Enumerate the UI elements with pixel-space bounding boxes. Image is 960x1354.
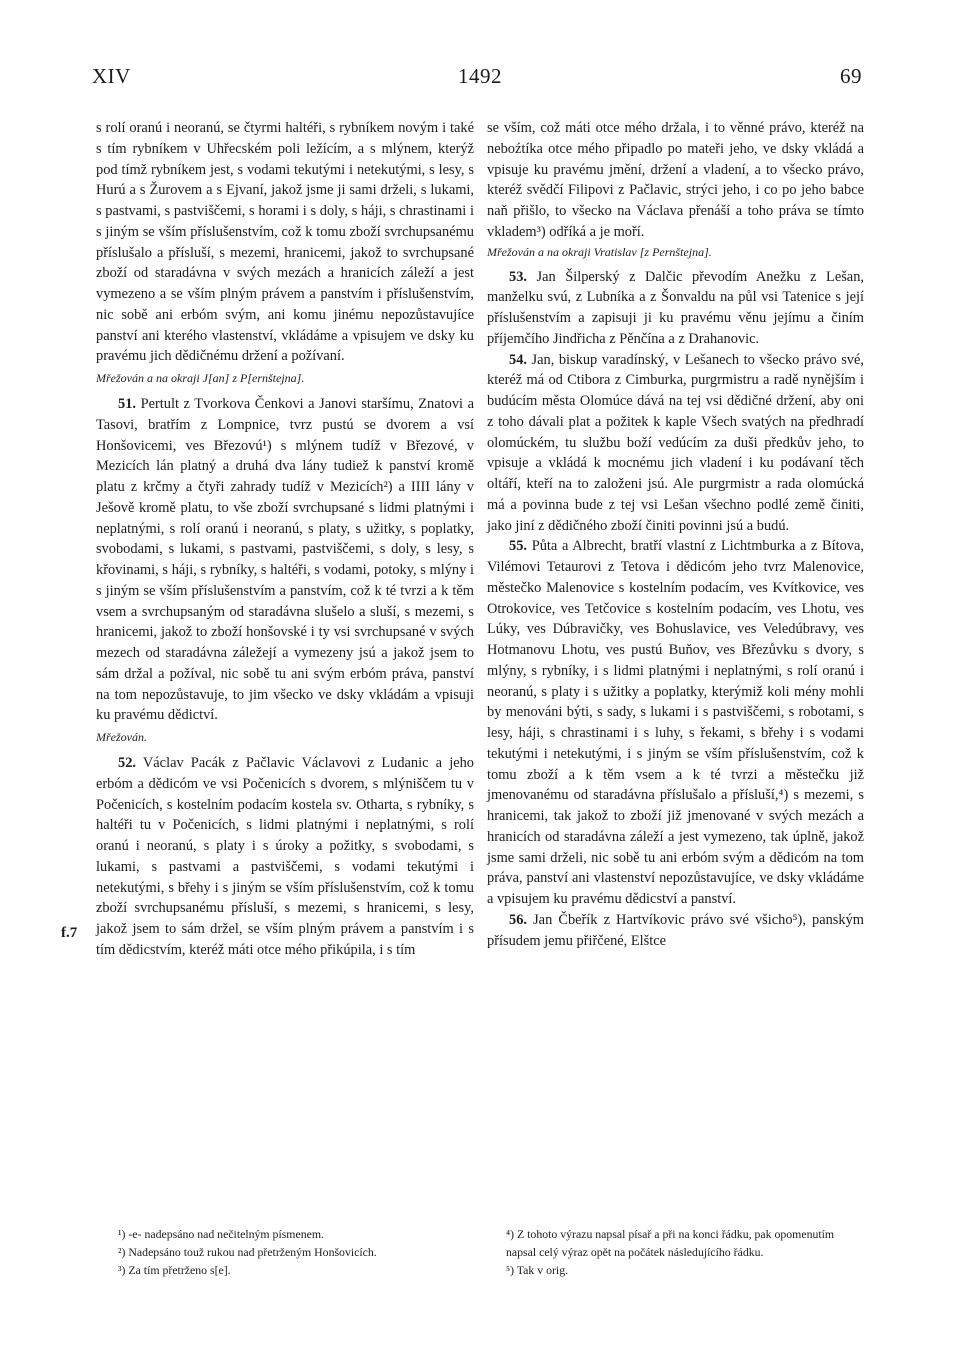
entry-54: [487, 350, 864, 537]
page-number: 69: [840, 64, 862, 88]
entry-54-text: Jan, biskup varadínský, v Lešanech to všecko právo své, kteréž má od Ctibora z Cimburka, purgrmistru a radě nynějším i budúcím města Olomúce dává na tej vsi dědičné držení, aby oni z toho dávali plat a požitek k kaple Všech svatých na předhradí olomúckém, tu službu boží vedúcím za duši předkův jeho, to vpisuje a vkládá k mocnému jich vladení i ku podávaní těch oltáří, kteří na to založeni jsú. Ale purgrmistr a rada olomúcká má a povinna bude z tej vsi Lešan všechno podlé země činiti, jako jiní z dědičného zboží činiti povinni jsú a budú.: [487, 351, 864, 534]
entry-number-53: 53.: [509, 268, 527, 285]
entry-number-56: 56.: [509, 911, 527, 928]
paragraph-50-continuation: s rolí oranú i neoranú, se čtyrmi haltéři, s rybníkem novým i také s tím rybníkem v Uhřecském poli ležícím, a s mlýnem, kterýž pod tímž rybníkem jest, s vodami tekutými i netekutými, s lesy, s Hurú a s Žurovem a s Ejvaní, jakož jsme ji sami drželi, s lukami, s pastvami, s pastviščemi, s horami i s doly, s háji, s chrastinami i s jiným se vším příslušenstvím, což k tomu zboží svrchupsanému příslušalo a přísluší, s mezemi, hranicemi, jakož to svrchupsané zboží od staradávna v svých mezách a hranicích záleží a jest vymezeno a se vším plným právem a panstvím i příslušenstvím, nic sobě ani erbóm svým, ani komu jinému nepozůstavujíce panství ani kterého vlastenství, vkládáme a vpisujem ve dsky ku pravému jich dědičnému držení a požívaní.: [96, 120, 474, 365]
note-mrezovan-52: Mřežován a na okraji Vratislav [z Pernštejna].: [487, 244, 712, 259]
footnote-1: ¹) -e- nadepsáno nad nečitelným písmenem.: [118, 1227, 324, 1241]
footnotes-right: [506, 1225, 866, 1279]
entry-51: [96, 394, 474, 726]
footnote-2: ²) Nadepsáno touž rukou nad přetrženým Honšovicích.: [118, 1245, 377, 1259]
entry-number-51: 51.: [118, 396, 136, 412]
footnote-5: ⁵) Tak v orig.: [506, 1263, 569, 1277]
entry-51-text: Pertult z Tvorkova Čenkovi a Janovi staršímu, Znatovi a Tasovi, bratřím z Lompnice, tvrz pustú se dvorem a vsí Honšovicemi, ves Březovú¹) s mlýnem tudíž v Březové, v Mezicích lán platný a druhá dva lány tudiež k panství kromě platu z krčmy a čtyři zahrady tudíž v Mezicích²) a IIII lány v Ješově kromě platu, to vše zboží svrchupsané s lidmi platnými i neplatnými, s rolí oranú i neoranú, s platy, s užitky, s poplatky, svobodami, s lukami, s pastvami, pastviščemi, s doly, s lesy, s křovinami, s háji, s rybníky, s haltéři, s vodami, potoky, s mlýny i s jiným se vším příslušenstvím a panstvím, což k té tvrzi a k těm vsem a svrchupsaným od staradávna slušelo a sluší, s mezemi, s hranicemi, jakož to zboží honšovské i ty vsi svrchupsané v svých mezech od staradávna záležejí a vymezeny jsú a jakož jsem to sám držal a požíval, nic sobě tu ani svým erbóm práva, panství na tom nepozůstavuje, to jim všecko ve dsky vkládám a vpisuji ku pravému dědictví.: [96, 396, 474, 724]
entry-number-54: 54.: [509, 351, 527, 368]
entry-52-text: Václav Pacák z Pačlavic Václavovi z Ludanic a jeho erbóm a dědicóm ve vsi Počenicích s dvorem, s mlýniščem tu v Počenicích, s kostelním podacím kostela sv. Otharta, s rybníky, s haltéři tu v Počenicích, s lidmi platnými i neplatnými, s rolí oranú i neoranú, s platy i s úroky a požitky, s svobodami, s lukami, s pastvami a pastviščemi, s vodami tekutými i netekutými, s břehy i s jiným se vším příslušenstvím, což k tomu zboží svrchupsanému přísluší, s mezemi, s hranicemi, s lesy, jakož jsem to sám držel, se vším plným právem a panstvím i s tím dědicstvím, kteréž máti otce mého přikúpila, i s tím: [96, 755, 474, 958]
entry-55-text: Půta a Albrecht, bratří vlastní z Lichtmburka a z Bítova, Vilémovi Tetaurovi z Tetova i dědicóm jeho tvrz Malenovice, městečko Malenovice s kostelním podacím, ves Kvítkovice, ves Otrokovice, ves Tetčovice s kostelním podacím, ves Lhotu, ves Lúky, ves Dúbravičky, ves Bohuslavice, ves Veledúbravy, ves Hotmanovu Lhotu, ves pustú Buňov, ves Březůvku s dvory, s mlýny, s rybníky, i s lidmi platnými i neplatnými, s rolí oranú i neoranú, s platy i s užitky a poplatky, kterýmiž koli mény mohli by menováni býti, s sady, s lukami i s pastviščemi, s robotami, s lesy, háji, s chrastinami i s luhy, s řekami, s břehy i s vodami tekutými i netekutými, i s jiným se vším příslušenstvím, což k tomu zboží a k těm vsem a k té tvrzi a městečku již jmenovanému od staradávna příslušalo a přísluší,⁴) s mezemi, s hranicemi, tak jakož to zboží již jmenované v svých mezách a hranicích od staradávna záleží a jest vymezeno, tak úplně, jakož jsme sami drželi, nic sobě tu ani erbóm svým a dědicóm na tom práva, panství ani vlastenství nepozůstavujíce, ve dsky vkládáme a vpisujem ku pravému dědicství a panství.: [487, 538, 864, 907]
note-mrezovan-51: Mřežován.: [96, 730, 147, 744]
entry-52: [96, 753, 474, 961]
left-column: [96, 118, 474, 961]
footnote-3: ³) Za tím přetrženo s[e].: [118, 1263, 231, 1277]
header-roman-numeral: XIV: [92, 64, 131, 88]
entry-53-text: Jan Šilperský z Dalčic převodím Anežku z Lešan, manželku svú, z Lubníka a z Šonvaldu na půl vsi Tatenice s její příslušenstvím a zapisuji ji ku pravému věnu jejímu a činím příjemčího Jindřicha z Pěnčína a z Drahanovic.: [487, 268, 864, 347]
paragraph-52-continuation: se vším, což máti otce mého držala, i to věnné právo, kteréž na neboźtíka otce mého připadlo po mateři jeho, ve dsky vkládá a vpisuje ku pravému jmění, držení a vladení, a to všecko právo, kteréž svědčí Filipovi z Pačlavic, strýci jeho, i co po jeho babce naň přišlo, to všecko na Václava přenáší a toho práva se tímto vkladem³) odříká a je moří.: [487, 120, 864, 240]
entry-56: [487, 910, 864, 952]
right-column: [487, 118, 864, 951]
entry-number-55: 55.: [509, 538, 527, 555]
margin-folio-mark: f.7: [61, 925, 78, 941]
entry-number-52: 52.: [118, 755, 136, 771]
footnotes-left: [118, 1225, 478, 1279]
note-mrezovan-50: Mřežován a na okraji J[an] z P[ernštejna].: [96, 371, 305, 385]
footnote-4: ⁴) Z tohoto výrazu napsal písař a při na konci řádku, pak opomenutím napsal celý výraz opět na počátek následujícího řádku.: [506, 1227, 835, 1259]
entry-56-text: Jan Čbeřík z Hartvíkovic právo své všicho⁵), panským přísudem jemu přiřčené, Elštce: [487, 911, 864, 949]
entry-53: [487, 267, 864, 350]
header-year: 1492: [458, 64, 502, 88]
entry-55: [487, 536, 864, 910]
